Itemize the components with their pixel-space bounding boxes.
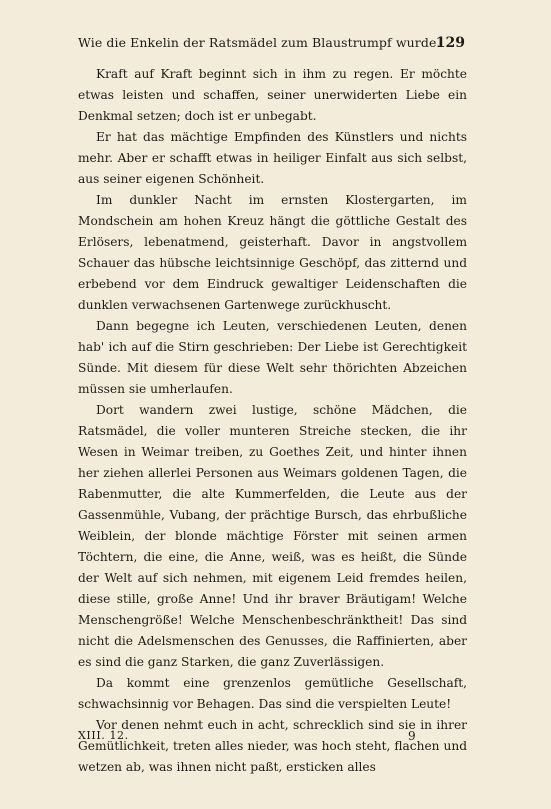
paragraph-3: Im dunkler Nacht im ernsten Klostergarten, im Mondschein am hohen Kreuz hängt die göttliche Gestalt des Erlösers, lebenatmend, geisterhaft. Davor in angstvollem Schauer das hübsche leichtsinnige Geschöpf, das zitternd und erbebend vor dem Eindruck gewaltiger Leidenschaften die dunklen verwachsenen Gartenwege zurückhuscht. (78, 193, 467, 312)
printer-signature: XIII. 12. (78, 729, 129, 742)
paragraph-5: Dort wandern zwei lustige, schöne Mädchen, die Ratsmädel, die voller munteren Streiche stecken, die ihr Wesen in Weimar treiben, zu Goethes Zeit, und hinter ihnen her ziehen allerlei Personen aus Weimars goldenen Tagen, die Rabenmutter, die alte Kummerfelden, die Leute aus der Gassenmühle, Vubang, der prächtige Bursch, das ehrbußliche Weiblein, der blonde mächtige Förster mit seinen armen Töchtern, die eine, die Anne, weiß, was es heißt, die Sünde der Welt auf sich nehmen, mit eigenem Leid fremdes heilen, diese stille, große Anne! Und ihr braver Bräutigam! Welche Menschengröße! Welche Menschenbeschränktheit! Das sind nicht die Adelsmenschen des Genusses, die Raffinierten, aber es sind die ganz Starken, die ganz Zuverlässigen. (78, 403, 467, 669)
running-header (78, 34, 465, 52)
sheet-number: 9 (408, 729, 416, 743)
running-title: Wie die Enkelin der Ratsmädel zum Blaustrumpf wurde. (78, 35, 441, 50)
body-text (78, 64, 467, 778)
page-number: 129 (435, 35, 465, 51)
paragraph-4: Dann begegne ich Leuten, verschiedenen Leuten, denen hab' ich auf die Stirn geschrieben: Der Liebe ist Gerechtigkeit Sünde. Mit diesem für diese Welt sehr thörichten Abzeichen müssen sie umherlaufen. (78, 319, 467, 396)
paragraph-1: Kraft auf Kraft beginnt sich in ihm zu regen. Er möchte etwas leisten und schaffen, seiner unerwiderten Liebe ein Denkmal setzen; doch ist er unbegabt. (78, 67, 467, 123)
paragraph-6: Da kommt eine grenzenlos gemütliche Gesellschaft, schwachsinnig vor Behagen. Das sind die verspielten Leute! (78, 676, 467, 711)
paragraph-2: Er hat das mächtige Empfinden des Künstlers und nichts mehr. Aber er schafft etwas in heiliger Einfalt aus sich selbst, aus seiner eigenen Schönheit. (78, 130, 467, 186)
page-footer (78, 728, 459, 744)
paragraph-7: Vor denen nehmt euch in acht, schrecklich sind sie in ihrer Gemütlichkeit, treten alles nieder, was hoch steht, flachen und wetzen ab, was ihnen nicht paßt, ersticken alles (78, 718, 467, 774)
